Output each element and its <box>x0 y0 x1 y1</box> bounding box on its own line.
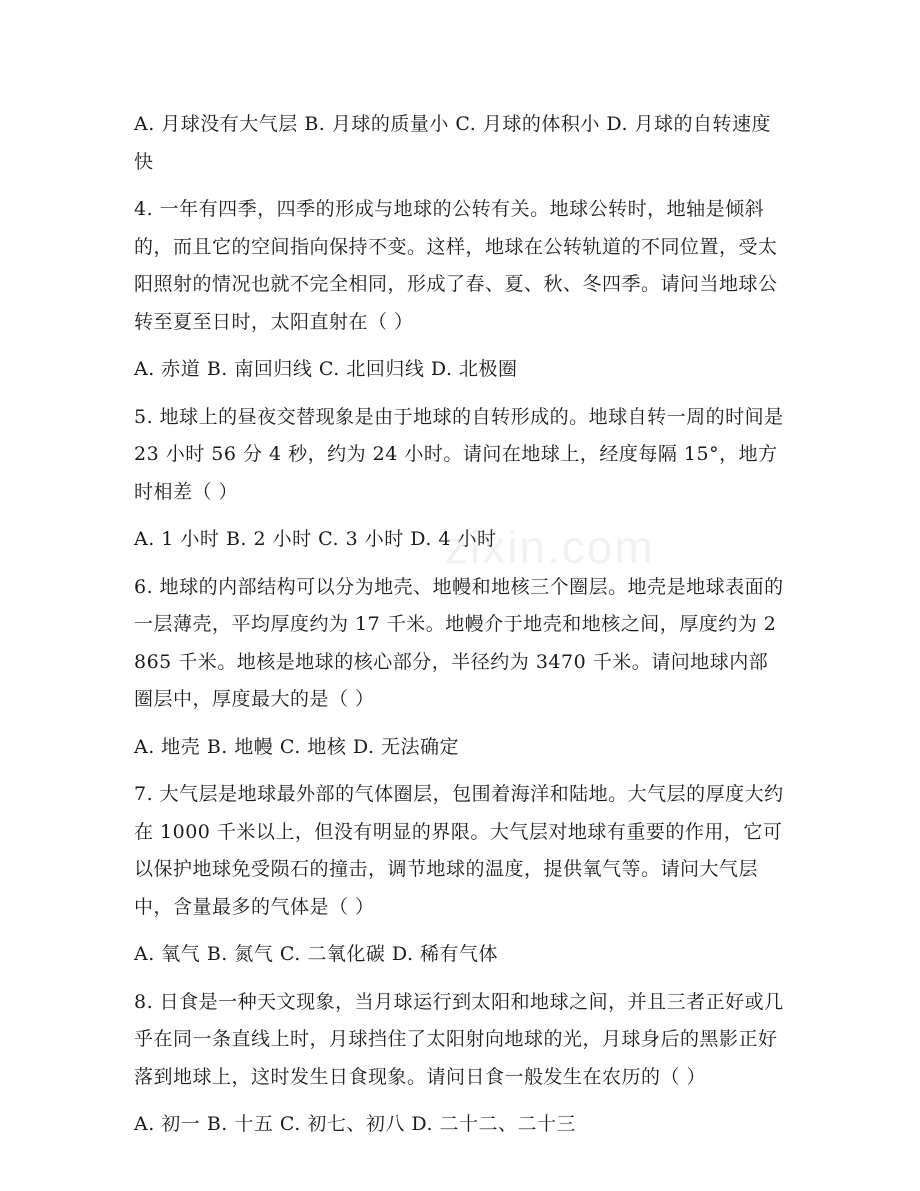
watermark: zixin.com <box>445 521 655 573</box>
question-6-options: A. 地壳 B. 地幔 C. 地核 D. 无法确定 <box>134 735 460 758</box>
question-5-options: A. 1 小时 B. 2 小时 C. 3 小时 D. 4 小时 <box>134 528 497 550</box>
question-7-options: A. 氧气 B. 氮气 C. 二氧化碳 D. 稀有气体 <box>134 943 499 965</box>
question-8-stem: 8. 日食是一种天文现象，当月球运行到太阳和地球之间，并且三者正好或几乎在同一条直线上时，月球挡住了太阳射向地球的光，月球身后的黑影正好落到地球上，这时发生日食现象。请问日食一般发生在农历的（ ） <box>134 990 784 1088</box>
question-4-options: A. 赤道 B. 南回归线 C. 北回归线 D. 北极圈 <box>134 358 518 380</box>
question-7-stem: 7. 大气层是地球最外部的气体圈层，包围着海洋和陆地。大气层的厚度大约在 1000 千米以上，但没有明显的界限。大气层对地球有重要的作用，它可以保护地球免受陨石的撞击，调节地球的温度，提供氧气等。请问大气层中，含量最多的气体是（ ） <box>134 783 784 918</box>
question-4-stem: 4. 一年有四季，四季的形成与地球的公转有关。地球公转时，地轴是倾斜的，而且它的空间指向保持不变。这样，地球在公转轨道的不同位置，受太阳照射的情况也就不完全相同，形成了春、夏、秋、冬四季。请问当地球公转至夏至日时，太阳直射在（ ） <box>134 198 778 333</box>
document-page <box>134 106 784 1144</box>
question-8-options: A. 初一 B. 十五 C. 初七、初八 D. 二十二、二十三 <box>134 1113 577 1135</box>
question-3-options: A. 月球没有大气层 B. 月球的质量小 C. 月球的体积小 D. 月球的自转速度快 <box>134 113 772 173</box>
question-5-stem: 5. 地球上的昼夜交替现象是由于地球的自转形成的。地球自转一周的时间是 23 小时 56 分 4 秒，约为 24 小时。请问在地球上，经度每隔 15°，地方时相差（ ） <box>134 405 784 503</box>
question-6-stem: 6. 地球的内部结构可以分为地壳、地幔和地核三个圈层。地壳是地球表面的一层薄壳，平均厚度约为 17 千米。地幔介于地壳和地核之间，厚度约为 2865 千米。地核是地球的核心部分，半径约为 3470 千米。请问地球内部圈层中，厚度最大的是（ ） <box>134 575 784 710</box>
